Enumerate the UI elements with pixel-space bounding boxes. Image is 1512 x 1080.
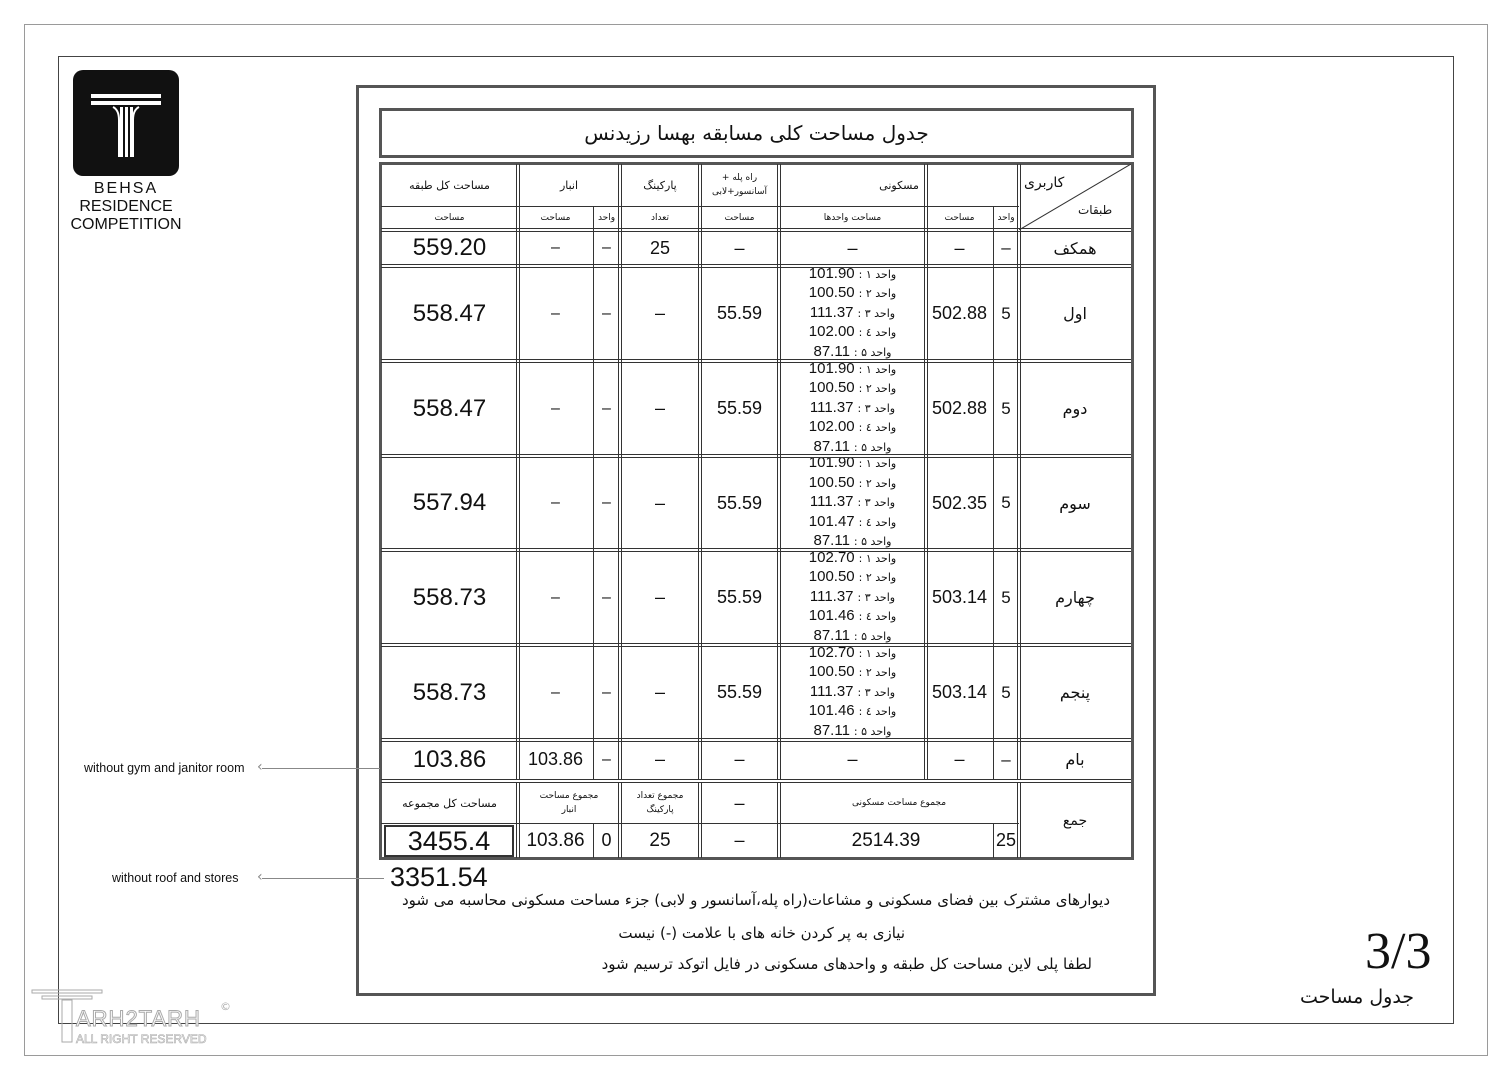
unit-label: واحد ۲ :	[858, 287, 897, 301]
unit-label: واحد ٤ :	[858, 326, 897, 340]
area-table	[379, 162, 1134, 860]
unit-label: واحد ۵ :	[853, 440, 892, 454]
table-horizontal-rule	[381, 454, 1131, 458]
unit-label: واحد ٤ :	[858, 610, 897, 624]
summary-res-header: مجموع مساحت مسکونی	[851, 798, 947, 808]
table-horizontal-rule	[381, 548, 1131, 552]
parking-count: 25	[649, 237, 671, 258]
table-horizontal-rule	[381, 643, 1131, 647]
header-res-area: مساحت	[944, 213, 975, 223]
unit-row	[809, 323, 896, 343]
res-unit-count: 5	[1001, 682, 1011, 702]
logo-line-1: BEHSA	[93, 180, 159, 197]
annotation-stores-line	[262, 878, 384, 879]
unit-row	[809, 379, 896, 399]
page-label: جدول مساحت	[1300, 986, 1415, 1008]
unit-list	[809, 454, 896, 552]
unit-label: واحد ۳ :	[857, 401, 896, 415]
res-area: 502.88	[931, 398, 988, 418]
header-res-units-area: مساحت واحدها	[823, 213, 882, 223]
unit-label: واحد ۱ :	[858, 457, 897, 471]
table-vertical-rule	[618, 783, 622, 858]
summary-parking: 25	[649, 829, 671, 851]
total-without-roof: 3351.54	[390, 862, 488, 892]
unit-row	[809, 663, 896, 683]
table-horizontal-rule	[381, 206, 1019, 207]
stair-area: 55.59	[716, 492, 763, 513]
header-parking: پارکینگ	[643, 178, 677, 192]
unit-row	[809, 513, 896, 533]
note-3: لطفا پلی لاین مساحت کل طبقه و واحدهای مسکونی در فایل اتوکد ترسیم شود	[601, 955, 1092, 973]
res-area: –	[954, 749, 965, 769]
table-vertical-rule	[1017, 783, 1021, 858]
unit-label: واحد ۲ :	[858, 382, 897, 396]
table-horizontal-rule	[381, 359, 1131, 363]
summary-storage-unit: 0	[601, 830, 612, 850]
table-vertical-rule	[924, 164, 928, 779]
res-units-cell	[779, 645, 926, 740]
storage-unit: –	[602, 750, 611, 768]
unit-label: واحد ۳ :	[857, 685, 896, 699]
unit-row	[810, 399, 895, 419]
unit-area: 100.50	[808, 284, 855, 302]
unit-area: 102.70	[808, 548, 855, 566]
table-vertical-rule	[698, 783, 702, 858]
stair-area: 55.59	[716, 682, 763, 702]
table-vertical-rule	[777, 164, 781, 779]
unit-row	[810, 304, 895, 324]
copyright-mark: ©	[220, 1000, 231, 1013]
floor-name: اول	[1063, 304, 1087, 323]
unit-area: 102.00	[808, 418, 855, 436]
unit-label: واحد ۳ :	[857, 496, 896, 510]
storage-area: –	[551, 399, 560, 417]
summary-total: 3455.4	[384, 825, 514, 857]
parking-count: –	[654, 587, 665, 607]
storage-area: –	[551, 239, 560, 256]
unit-row	[809, 418, 896, 438]
unit-area: 100.50	[808, 568, 855, 586]
unit-area: 111.37	[809, 682, 854, 700]
unit-area: 87.11	[813, 342, 850, 360]
stair-area: 55.59	[716, 303, 763, 323]
unit-label: واحد ٤ :	[858, 515, 897, 529]
unit-list	[809, 644, 896, 742]
unit-area: 100.50	[808, 379, 855, 397]
res-units-cell	[779, 550, 926, 645]
floor-total-area: 557.94	[412, 489, 487, 516]
table-title: جدول مساحت کلی مسابقه بهسا رزیدنس	[584, 121, 929, 145]
res-unit-count: –	[1001, 238, 1011, 257]
table-vertical-rule	[777, 783, 781, 858]
res-area: 502.35	[931, 492, 988, 513]
arh2tarh-watermark	[30, 986, 240, 1048]
unit-label: واحد ۳ :	[857, 590, 896, 604]
storage-unit: –	[602, 399, 611, 417]
storage-unit: –	[602, 494, 611, 511]
header-diagonal	[1019, 164, 1131, 230]
unit-label: واحد ٤ :	[858, 705, 897, 719]
res-units-cell: –	[847, 237, 858, 258]
table-vertical-rule	[1017, 164, 1021, 779]
stair-area: –	[734, 237, 745, 258]
table-horizontal-rule	[381, 264, 1131, 268]
summary-label: جمع	[1062, 812, 1088, 829]
res-unit-count: 5	[1001, 587, 1011, 607]
table-horizontal-rule	[381, 738, 1131, 742]
unit-label: واحد ۲ :	[858, 476, 897, 490]
watermark-subtext: ALL RIGHT RESERVED	[76, 1032, 207, 1046]
unit-area: 111.37	[809, 587, 854, 605]
unit-area: 101.47	[808, 512, 855, 530]
annotation-roof: without gym and janitor room	[84, 761, 245, 775]
floor-name: بام	[1065, 750, 1085, 769]
unit-area: 100.50	[808, 663, 855, 681]
header-stair-area: مساحت	[724, 213, 755, 223]
floor-name: پنجم	[1059, 683, 1091, 702]
res-units-cell	[779, 266, 926, 361]
table-title-box	[379, 108, 1134, 158]
storage-unit: –	[602, 304, 611, 322]
floor-total-area: 558.73	[412, 678, 487, 706]
header-floors: طبقات	[1078, 203, 1113, 217]
unit-label: واحد ۱ :	[858, 646, 897, 660]
header-storage-area: مساحت	[540, 213, 571, 223]
summary-total-header: مساحت کل مجموعه	[402, 796, 497, 810]
header-res-unit: واحد	[997, 213, 1015, 223]
unit-label: واحد ۵ :	[853, 629, 892, 643]
parking-count: –	[654, 492, 665, 513]
unit-row	[809, 474, 896, 494]
unit-area: 87.11	[813, 437, 850, 455]
floor-total-area: 559.20	[412, 234, 487, 261]
storage-unit: –	[602, 683, 611, 701]
summary-storage-area: 103.86	[526, 829, 585, 851]
table-vertical-rule	[993, 206, 994, 779]
unit-area: 101.46	[808, 702, 855, 720]
res-area: –	[954, 237, 965, 258]
header-parking-count: تعداد	[650, 213, 670, 223]
table-vertical-rule	[516, 783, 520, 858]
header-total-area: مساحت	[434, 213, 465, 223]
storage-area: –	[551, 304, 560, 322]
unit-area: 111.37	[809, 493, 854, 511]
unit-list	[809, 360, 896, 458]
page-number: 3/3	[1365, 923, 1432, 980]
summary-res-units: 25	[995, 830, 1017, 850]
header-stair: راه پله + آسانسور+لابی	[712, 173, 767, 197]
watermark-text: ARH2TARH	[76, 1006, 201, 1031]
summary-res-area: 2514.39	[851, 829, 921, 851]
floor-total-area: 558.47	[412, 299, 487, 327]
res-area: 503.14	[931, 587, 988, 607]
stair-area: –	[734, 749, 745, 769]
unit-row	[810, 493, 895, 513]
unit-row	[809, 702, 896, 722]
unit-label: واحد ۱ :	[858, 267, 897, 281]
unit-list	[809, 265, 896, 363]
annotation-roof-line	[262, 768, 380, 769]
res-unit-count: 5	[1001, 303, 1011, 323]
unit-label: واحد ۲ :	[858, 571, 897, 585]
storage-area: –	[551, 588, 560, 606]
unit-label: واحد ۲ :	[858, 666, 897, 680]
unit-area: 87.11	[813, 532, 850, 550]
floor-name: دوم	[1062, 399, 1088, 418]
floor-name: سوم	[1059, 493, 1091, 513]
res-unit-count: 5	[1001, 398, 1011, 418]
res-unit-count: –	[1001, 749, 1011, 769]
res-units-cell	[779, 456, 926, 550]
table-vertical-rule	[516, 164, 520, 779]
header-storage: انبار	[559, 178, 579, 192]
floor-name: چهارم	[1055, 588, 1095, 607]
column-logo-icon	[73, 70, 179, 176]
unit-label: واحد ۱ :	[858, 362, 897, 376]
storage-area: –	[551, 683, 560, 701]
parking-count: –	[654, 398, 665, 418]
res-units-cell: –	[847, 749, 858, 769]
summary-stair-header: –	[734, 792, 745, 813]
storage-area: –	[551, 494, 560, 511]
table-vertical-rule	[593, 206, 594, 779]
header-residential: مسکونی	[879, 178, 919, 192]
res-area: 502.88	[931, 303, 988, 323]
unit-area: 101.46	[808, 607, 855, 625]
storage-unit: –	[602, 239, 611, 256]
note-1: دیوارهای مشترک بین فضای مسکونی و مشاعات(راه پله،آسانسور و لابی) جزء مساحت مسکونی محاسبه می شود	[401, 891, 1110, 909]
stair-area: 55.59	[716, 587, 763, 607]
unit-area: 87.11	[813, 721, 850, 739]
header-total: مساحت کل طبقه	[409, 178, 490, 192]
floor-total-area: 558.47	[412, 394, 487, 422]
res-unit-count: 5	[1001, 493, 1011, 512]
unit-area: 111.37	[809, 303, 854, 321]
behsa-logo	[68, 70, 188, 234]
unit-area: 102.70	[808, 643, 855, 661]
unit-label: واحد ۵ :	[853, 535, 892, 549]
table-vertical-rule	[593, 823, 594, 858]
stair-area: 55.59	[716, 398, 763, 418]
unit-area: 101.90	[808, 359, 855, 377]
parking-count: –	[654, 749, 665, 769]
unit-label: واحد ۱ :	[858, 551, 897, 565]
unit-area: 102.00	[808, 323, 855, 341]
table-horizontal-rule	[381, 823, 1019, 824]
table-vertical-rule	[618, 164, 622, 779]
parking-count: –	[654, 682, 665, 702]
summary-storage-header: مجموع مساحت انبار	[539, 791, 599, 815]
unit-row	[810, 683, 895, 703]
note-2: نیازی به پر کردن خانه های با علامت (-) نیست	[618, 924, 905, 942]
unit-area: 111.37	[809, 398, 854, 416]
table-vertical-rule	[698, 164, 702, 779]
unit-area: 101.90	[808, 264, 855, 282]
parking-count: –	[654, 303, 665, 323]
floor-name: همکف	[1053, 238, 1097, 258]
storage-unit: –	[602, 588, 611, 606]
arrow-left-icon: ‹	[257, 759, 263, 775]
unit-list	[809, 549, 896, 647]
unit-area: 87.11	[813, 626, 850, 644]
storage-area: 103.86	[527, 749, 584, 769]
unit-label: واحد ۳ :	[857, 306, 896, 320]
res-units-cell	[779, 361, 926, 456]
unit-row	[809, 568, 896, 588]
floor-total-area: 103.86	[412, 745, 487, 773]
logo-line-3: COMPETITION	[70, 216, 182, 233]
annotation-stores: without roof and stores	[112, 871, 239, 885]
unit-label: واحد ٤ :	[858, 421, 897, 435]
table-horizontal-rule	[381, 228, 1131, 232]
summary-parking-header: مجموع تعداد پارکینگ	[636, 791, 684, 815]
unit-row	[809, 284, 896, 304]
table-vertical-rule	[993, 823, 994, 858]
unit-area: 101.90	[808, 454, 855, 472]
unit-label: واحد ۵ :	[853, 345, 892, 359]
unit-area: 100.50	[808, 473, 855, 491]
logo-line-2: RESIDENCE	[79, 198, 173, 215]
summary-stair: –	[734, 830, 745, 850]
floor-total-area: 558.73	[412, 583, 487, 611]
unit-row	[809, 607, 896, 627]
header-storage-unit: واحد	[597, 213, 616, 223]
unit-row	[810, 588, 895, 608]
arrow-left-icon: ‹	[257, 869, 263, 885]
unit-label: واحد ۵ :	[853, 724, 892, 738]
res-area: 503.14	[931, 682, 988, 702]
header-usage: کاربری	[1024, 175, 1065, 191]
